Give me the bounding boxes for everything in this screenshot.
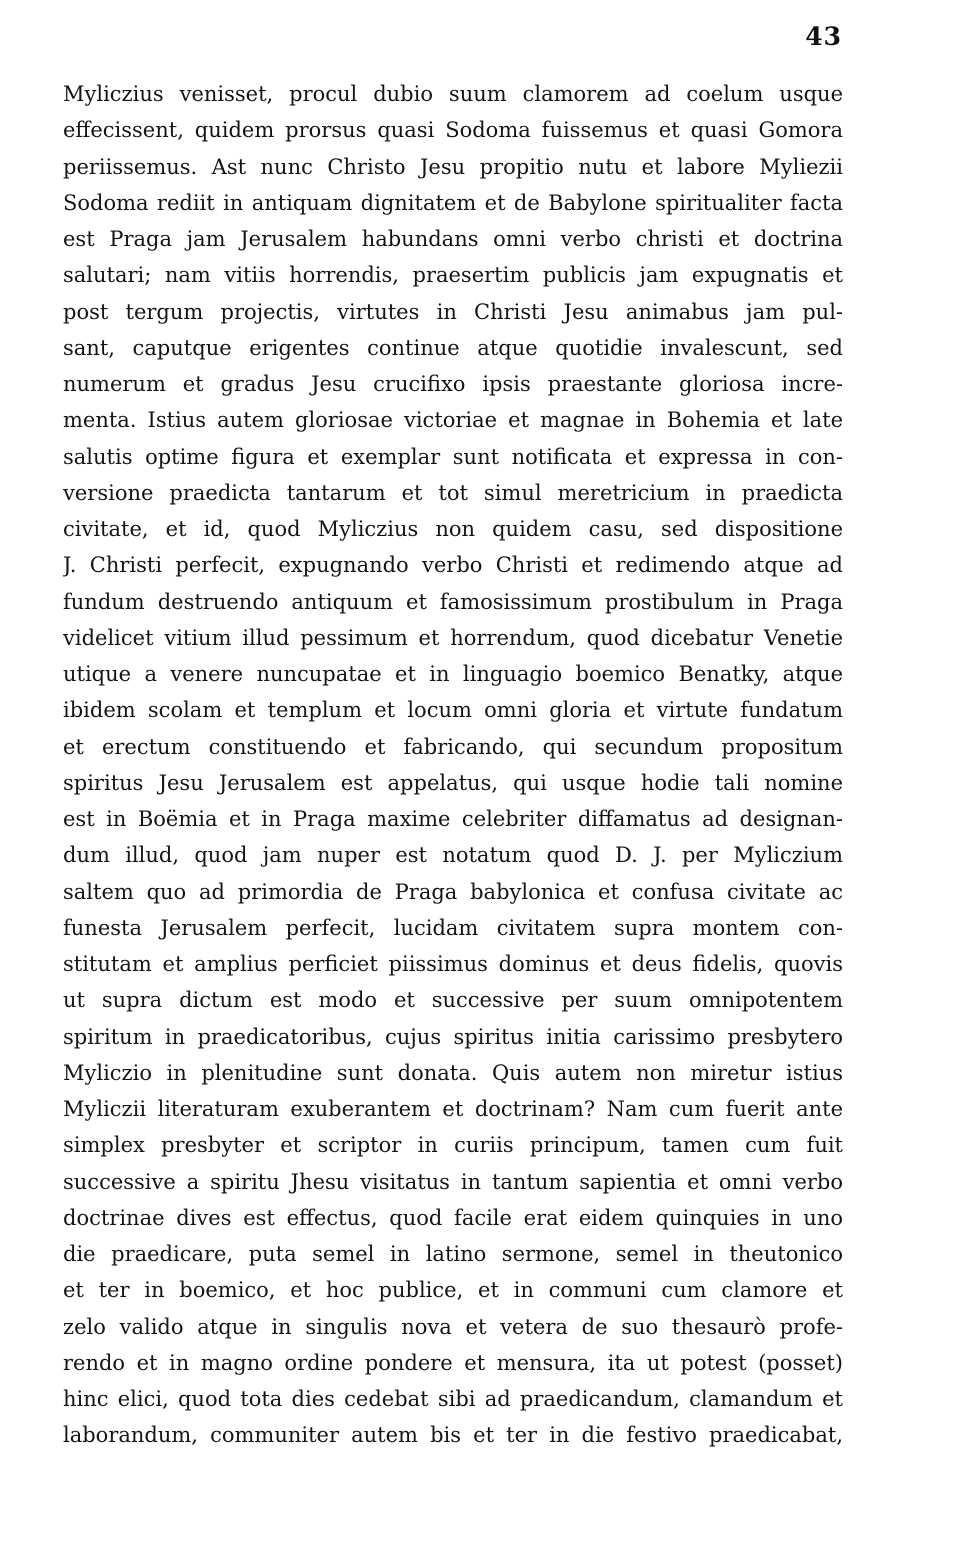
body-text xyxy=(63,76,843,1454)
text-line: est Praga jam Jerusalem habundans omni verbo christi et doctrina xyxy=(63,227,843,251)
text-line: Sodoma rediit in antiquam dignitatem et de Babylone spiritualiter facta xyxy=(63,190,843,215)
text-line: Myliczius venisset, procul dubio suum clamorem ad coelum usque xyxy=(63,82,843,106)
text-line: Myliczio in plenitudine sunt donata. Quis autem non miretur istius xyxy=(63,1060,843,1085)
text-line: salutis optime figura et exemplar sunt notificata et expressa in con- xyxy=(63,444,843,469)
text-line: spiritum in praedicatoribus, cujus spiritus initia carissimo presbytero xyxy=(63,1024,843,1049)
text-line: post tergum projectis, virtutes in Christi Jesu animabus jam pul- xyxy=(63,299,843,324)
text-line: rendo et in magno ordine pondere et mensura, ita ut potest (posset) xyxy=(63,1350,843,1375)
text-line: die praedicare, puta semel in latino sermone, semel in theutonico xyxy=(63,1242,843,1266)
page-number: 43 xyxy=(805,22,842,51)
text-line: effecissent, quidem prorsus quasi Sodoma fuissemus et quasi Gomora xyxy=(63,118,843,143)
text-line: spiritus Jesu Jerusalem est appelatus, qui usque hodie tali nomine xyxy=(63,770,843,795)
text-line: funesta Jerusalem perfecit, lucidam civitatem supra montem con- xyxy=(63,915,843,940)
text-line: hinc elici, quod tota dies cedebat sibi ad praedicandum, clamandum et xyxy=(63,1387,843,1411)
text-line: dum illud, quod jam nuper est notatum quod D. J. per Myliczium xyxy=(63,843,843,868)
text-line: saltem quo ad primordia de Praga babylonica et confusa civitate ac xyxy=(63,879,843,904)
text-line: numerum et gradus Jesu crucifixo ipsis praestante gloriosa incre- xyxy=(63,372,843,396)
text-line: videlicet vitium illud pessimum et horrendum, quod dicebatur Venetie xyxy=(63,625,843,650)
text-line: versione praedicta tantarum et tot simul meretricium in praedicta xyxy=(63,480,843,505)
text-line: salutari; nam vitiis horrendis, praesertim publicis jam expugnatis et xyxy=(63,263,843,288)
text-line: civitate, et id, quod Myliczius non quidem casu, sed dispositione xyxy=(63,517,843,541)
text-line: doctrinae dives est effectus, quod facile erat eidem quinquies in uno xyxy=(63,1205,843,1230)
text-line: periissemus. Ast nunc Christo Jesu propitio nutu et labore Myliezii xyxy=(63,154,843,179)
text-line: Myliczii literaturam exuberantem et doctrinam? Nam cum fuerit ante xyxy=(63,1097,843,1121)
text-line: successive a spiritu Jhesu visitatus in tantum sapientia et omni verbo xyxy=(63,1169,843,1194)
text-line: utique a venere nuncupatae et in linguagio boemico Benatky, atque xyxy=(63,662,843,686)
text-line: et erectum constituendo et fabricando, qui secundum propositum xyxy=(63,734,843,759)
text-line: ut supra dictum est modo et successive per suum omnipotentem xyxy=(63,988,843,1013)
text-line: J. Christi perfecit, expugnando verbo Christi et redimendo atque ad xyxy=(63,553,843,578)
text-line: stitutam et amplius perficiet piissimus dominus et deus fidelis, quovis xyxy=(63,952,843,976)
text-line: zelo valido atque in singulis nova et vetera de suo thesaurò profe- xyxy=(63,1314,843,1339)
text-line: et ter in boemico, et hoc publice, et in communi cum clamore et xyxy=(63,1278,843,1303)
text-line: sant, caputque erigentes continue atque quotidie invalescunt, sed xyxy=(63,335,843,360)
text-line: simplex presbyter et scriptor in curiis principum, tamen cum fuit xyxy=(63,1133,843,1158)
text-line: fundum destruendo antiquum et famosissimum prostibulum in Praga xyxy=(63,589,843,614)
text-line: menta. Istius autem gloriosae victoriae et magnae in Bohemia et late xyxy=(63,408,843,433)
text-line: est in Boëmia et in Praga maxime celebriter diffamatus ad designan- xyxy=(63,807,843,831)
text-line: ibidem scolam et templum et locum omni gloria et virtute fundatum xyxy=(63,698,843,723)
text-line: laborandum, communiter autem bis et ter in die festivo praedicabat, xyxy=(63,1423,843,1448)
